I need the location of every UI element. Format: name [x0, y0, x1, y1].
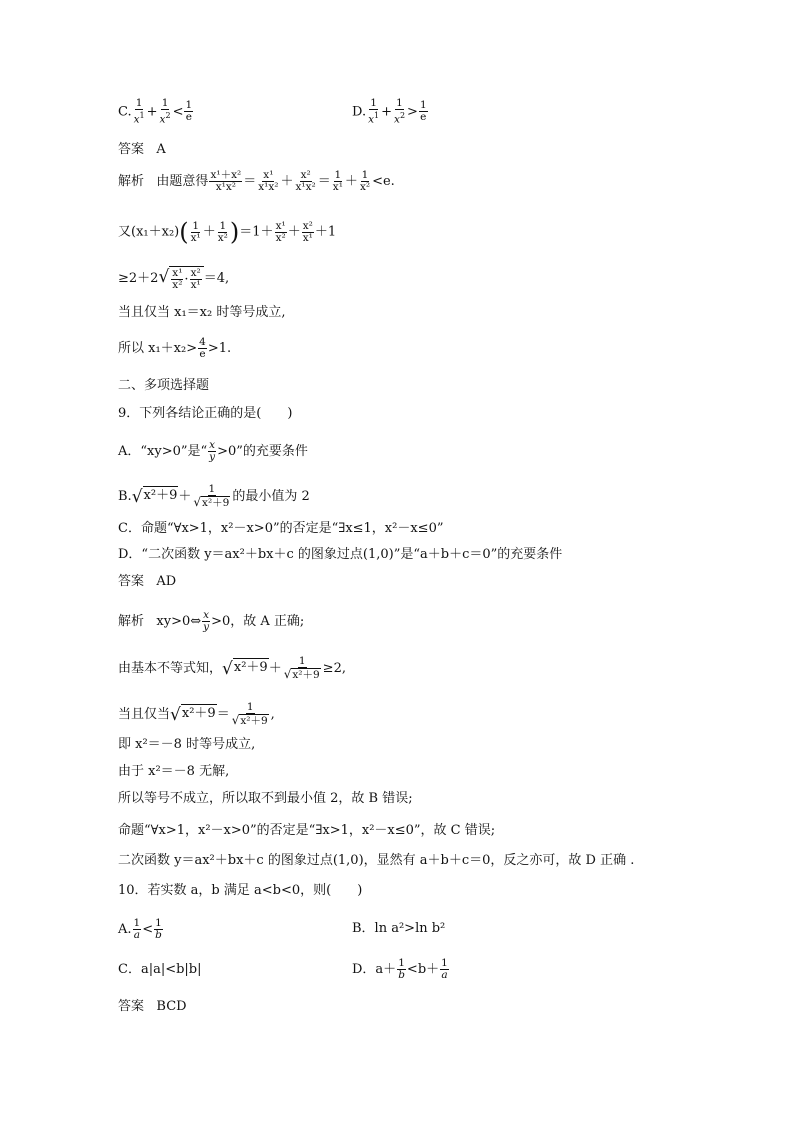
option-label: A.: [118, 922, 132, 937]
numerator: 1: [192, 219, 200, 232]
var: x: [368, 113, 375, 126]
sqrt: [158, 266, 203, 291]
fraction: [202, 610, 210, 633]
radical-icon: √: [131, 486, 143, 507]
exponent: 2: [399, 111, 406, 120]
denominator: x¹: [332, 181, 343, 193]
numerator: x¹＋x²: [210, 169, 242, 181]
numerator: 1: [133, 917, 141, 929]
numerator: 1: [246, 701, 254, 713]
denominator: b: [155, 929, 162, 941]
text: <b＋: [406, 962, 440, 977]
radicand: x²＋9: [202, 497, 230, 509]
fraction: [133, 918, 142, 941]
numerator: 1: [185, 99, 193, 112]
left-paren: (: [179, 218, 189, 246]
q8-analysis-line-5: [118, 337, 231, 360]
numerator: 1: [398, 957, 405, 969]
q8-analysis-line-3: [118, 266, 229, 291]
fraction: [133, 98, 146, 126]
text: 由基本不等式知，: [118, 661, 223, 676]
numerator: 1: [298, 655, 306, 667]
q9-option-b: [118, 484, 310, 509]
numerator: 1: [208, 483, 216, 495]
var: x: [159, 113, 166, 126]
denominator: x²: [275, 231, 286, 244]
relation: >: [407, 104, 418, 120]
q9-answer: [118, 574, 176, 590]
numerator: x: [203, 609, 210, 621]
text: ＋1: [314, 224, 337, 240]
text: A．“xy>0”是“: [118, 444, 208, 459]
answer-label: 答案: [118, 142, 145, 157]
q8-option-c: [118, 98, 194, 126]
sqrt: [284, 668, 321, 681]
numerator: x¹: [172, 267, 183, 279]
sqrt: [193, 496, 230, 509]
denominator: y: [209, 451, 216, 463]
right-paren: ): [229, 218, 240, 246]
plus: +: [146, 104, 158, 120]
q10-stem: 10．若实数 a，b 满足 a<b<0，则( ): [118, 883, 363, 898]
fraction: [159, 98, 172, 126]
fraction: [231, 702, 270, 727]
text: >0”的充要条件: [217, 444, 308, 459]
answer-label: 答案: [118, 574, 145, 589]
q9-analysis-line-6: 所以等号不成立，所以取不到最小值 2，故 B 错误;: [118, 791, 413, 806]
fraction: [367, 98, 380, 126]
radical-icon: √: [222, 658, 233, 679]
plus: ＋: [268, 661, 282, 676]
fraction: [190, 221, 202, 244]
text: 当且仅当: [118, 707, 171, 722]
numerator: 1: [161, 97, 169, 109]
text: 所以 x₁＋x₂>: [118, 341, 198, 356]
exponent: 1: [374, 111, 380, 120]
answer-value: BCD: [156, 999, 187, 1014]
fraction: [184, 100, 193, 123]
q10-option-b: B．ln a²>ln b²: [352, 921, 446, 936]
fraction: [257, 170, 279, 193]
q8-option-d: [352, 98, 429, 126]
fraction: [154, 918, 163, 941]
fraction: [419, 100, 428, 123]
text: >0，故 A 正确;: [211, 614, 305, 629]
q10-answer: [118, 999, 187, 1015]
radical-icon: √: [283, 667, 292, 681]
answer-value: AD: [156, 574, 177, 589]
sqrt: [170, 704, 217, 726]
sqrt: [132, 486, 179, 508]
fraction: [393, 98, 406, 126]
fraction: [295, 170, 317, 193]
radicand: x²＋9: [143, 486, 179, 508]
denominator: [231, 714, 270, 727]
denominator: e: [185, 111, 192, 124]
var: x: [133, 113, 140, 126]
denominator: a: [133, 929, 140, 941]
text: 由题意得: [156, 174, 209, 189]
numerator: 1: [135, 97, 143, 109]
denominator: [367, 110, 380, 126]
numerator: x: [209, 439, 216, 451]
exponent: 1: [139, 111, 145, 120]
q8-analysis-line-2: 又(x₁＋x₂)( $\frac{1}{\text{x¹}}$ ＋ $\frac{1}{\text{x²}}$ )＝1＋ $\frac{\text{x¹}}{\text{x²}}$ ＋ $\frac{\text{x²}}{\text{x¹}}$ ＋1: [118, 218, 337, 246]
q8-analysis-line-4: 当且仅当 x₁＝x₂ 时等号成立,: [118, 305, 286, 320]
answer-value: A: [156, 142, 166, 157]
text: xy>0⇔: [156, 614, 202, 629]
numerator: 1: [334, 169, 342, 181]
denominator: x¹x²: [215, 181, 236, 193]
numerator: 1: [361, 169, 369, 181]
denominator: [133, 110, 146, 126]
q10-option-c: C．a|a|<b|b|: [118, 962, 202, 977]
fraction: [208, 440, 216, 463]
numerator: 1: [396, 97, 403, 109]
denominator: x¹: [190, 231, 201, 244]
q9-stem: 9．下列各结论正确的是( ): [118, 406, 293, 421]
denominator: x²: [359, 181, 371, 193]
fraction: [217, 221, 229, 244]
text: ＝1＋: [239, 224, 274, 240]
answer-label: 答案: [118, 999, 145, 1014]
q9-option-c: C．命题“∀x>1，x²－x>0”的否定是“∃x≤1，x²－x≤0”: [118, 521, 444, 536]
q9-option-a: [118, 440, 308, 463]
fraction: [332, 170, 344, 193]
option-label: B.: [118, 489, 132, 504]
fraction: [275, 221, 287, 244]
sqrt: [222, 658, 269, 680]
relation: <: [172, 104, 184, 120]
radicand: x²＋9: [181, 704, 217, 726]
numerator: 1: [419, 99, 427, 112]
denominator: [159, 110, 172, 126]
q9-analysis-line-1: [118, 610, 304, 633]
numerator: x¹: [275, 219, 286, 232]
fraction: [209, 170, 242, 193]
analysis-label: 解析: [118, 174, 145, 189]
q8-answer: [118, 142, 166, 158]
numerator: x²: [302, 219, 313, 232]
q9-analysis-line-7: 命题“∀x>1，x²－x>0”的否定是“∃x>1，x²－x≤0”，故 C 错误;: [118, 823, 496, 838]
fraction: [198, 337, 207, 360]
equals: ＝: [216, 707, 230, 722]
denominator: a: [441, 969, 448, 981]
denominator: x¹x²: [258, 181, 279, 193]
q9-analysis-line-2: [118, 656, 346, 681]
q9-analysis-line-3: [118, 702, 275, 727]
denominator: [283, 668, 322, 681]
radicand: x²＋9: [240, 715, 268, 727]
text: ＝4,: [203, 271, 230, 286]
denominator: [393, 110, 406, 126]
text: D．a＋: [352, 962, 397, 977]
text: 的最小值为 2: [232, 489, 310, 504]
fraction: [397, 958, 406, 981]
relation: <: [142, 922, 154, 937]
text: ≥2＋2: [118, 271, 159, 286]
sqrt: [232, 714, 269, 727]
plus: +: [381, 104, 393, 120]
q9-analysis-line-8: 二次函数 y＝ax²＋bx＋c 的图象过点(1,0)，显然有 a＋b＋c＝0，反之亦可，故 D 正确 .: [118, 853, 635, 868]
numerator: x²: [300, 169, 311, 181]
section-heading: 二、多项选择题: [118, 378, 210, 393]
denominator: [192, 496, 231, 509]
exponent: 2: [165, 111, 171, 120]
q9-option-d: D．“二次函数 y＝ax²＋bx＋c 的图象过点(1,0)”是“a＋b＋c＝0”的充要条件: [118, 547, 563, 562]
fraction: [171, 268, 183, 291]
text: ,: [270, 707, 275, 722]
radical-icon: √: [231, 713, 240, 727]
option-label: C.: [118, 104, 132, 120]
denominator: b: [398, 969, 405, 981]
numerator: 4: [199, 336, 206, 348]
denominator: x¹: [190, 279, 201, 291]
denominator: x¹: [302, 231, 313, 244]
numerator: 1: [370, 97, 377, 109]
text: >1.: [207, 341, 232, 356]
denominator: x²: [217, 231, 228, 244]
denominator: e: [420, 111, 427, 124]
analysis-label: 解析: [118, 614, 145, 629]
numerator: 1: [441, 957, 448, 969]
numerator: x²: [190, 267, 201, 279]
q9-analysis-line-5: 由于 x²＝－8 无解,: [118, 764, 230, 779]
radicand: x²＋9: [233, 658, 269, 680]
var: x: [394, 113, 400, 126]
text: ≥2,: [322, 661, 346, 676]
option-label: D.: [352, 104, 367, 120]
radicand: x²＋9: [292, 669, 320, 681]
fraction: [440, 958, 449, 981]
fraction: [192, 484, 231, 509]
fraction: [302, 221, 314, 244]
fraction: [359, 170, 371, 193]
text: <e.: [372, 174, 395, 189]
text: 又(x₁＋x₂): [118, 224, 180, 240]
radical-icon: √: [158, 267, 170, 287]
fraction: [283, 656, 322, 681]
radical-icon: √: [193, 495, 202, 509]
denominator: x¹x²: [295, 181, 316, 193]
radicand: $\frac{\text{x¹}}{\text{x²}}$ · $\frac{\text{x²}}{\text{x¹}}$: [169, 266, 203, 291]
numerator: 1: [155, 917, 162, 929]
radical-icon: √: [170, 704, 181, 725]
q10-option-d: [352, 958, 450, 981]
denominator: x²: [172, 279, 183, 291]
q8-analysis-line-1: 解析 由题意得 $\frac{\text{x¹＋x²}}{\text{x¹x²}}$ ＝ $\frac{\text{x¹}}{\text{x¹x²}}$ ＋ $\frac{\text{x²}}{\text{x¹x²}}$ ＝ $\frac{1}{\text{x¹}}$ ＋ $\frac{1}{\text{x²}}$ <e.: [118, 169, 395, 193]
plus: ＋: [178, 489, 192, 504]
numerator: x¹: [263, 169, 274, 181]
fraction: [190, 268, 202, 291]
q9-analysis-line-4: 即 x²＝－8 时等号成立,: [118, 737, 256, 752]
numerator: 1: [219, 219, 227, 232]
denominator: y: [203, 621, 210, 633]
q10-option-a: [118, 918, 164, 941]
denominator: e: [199, 348, 206, 360]
